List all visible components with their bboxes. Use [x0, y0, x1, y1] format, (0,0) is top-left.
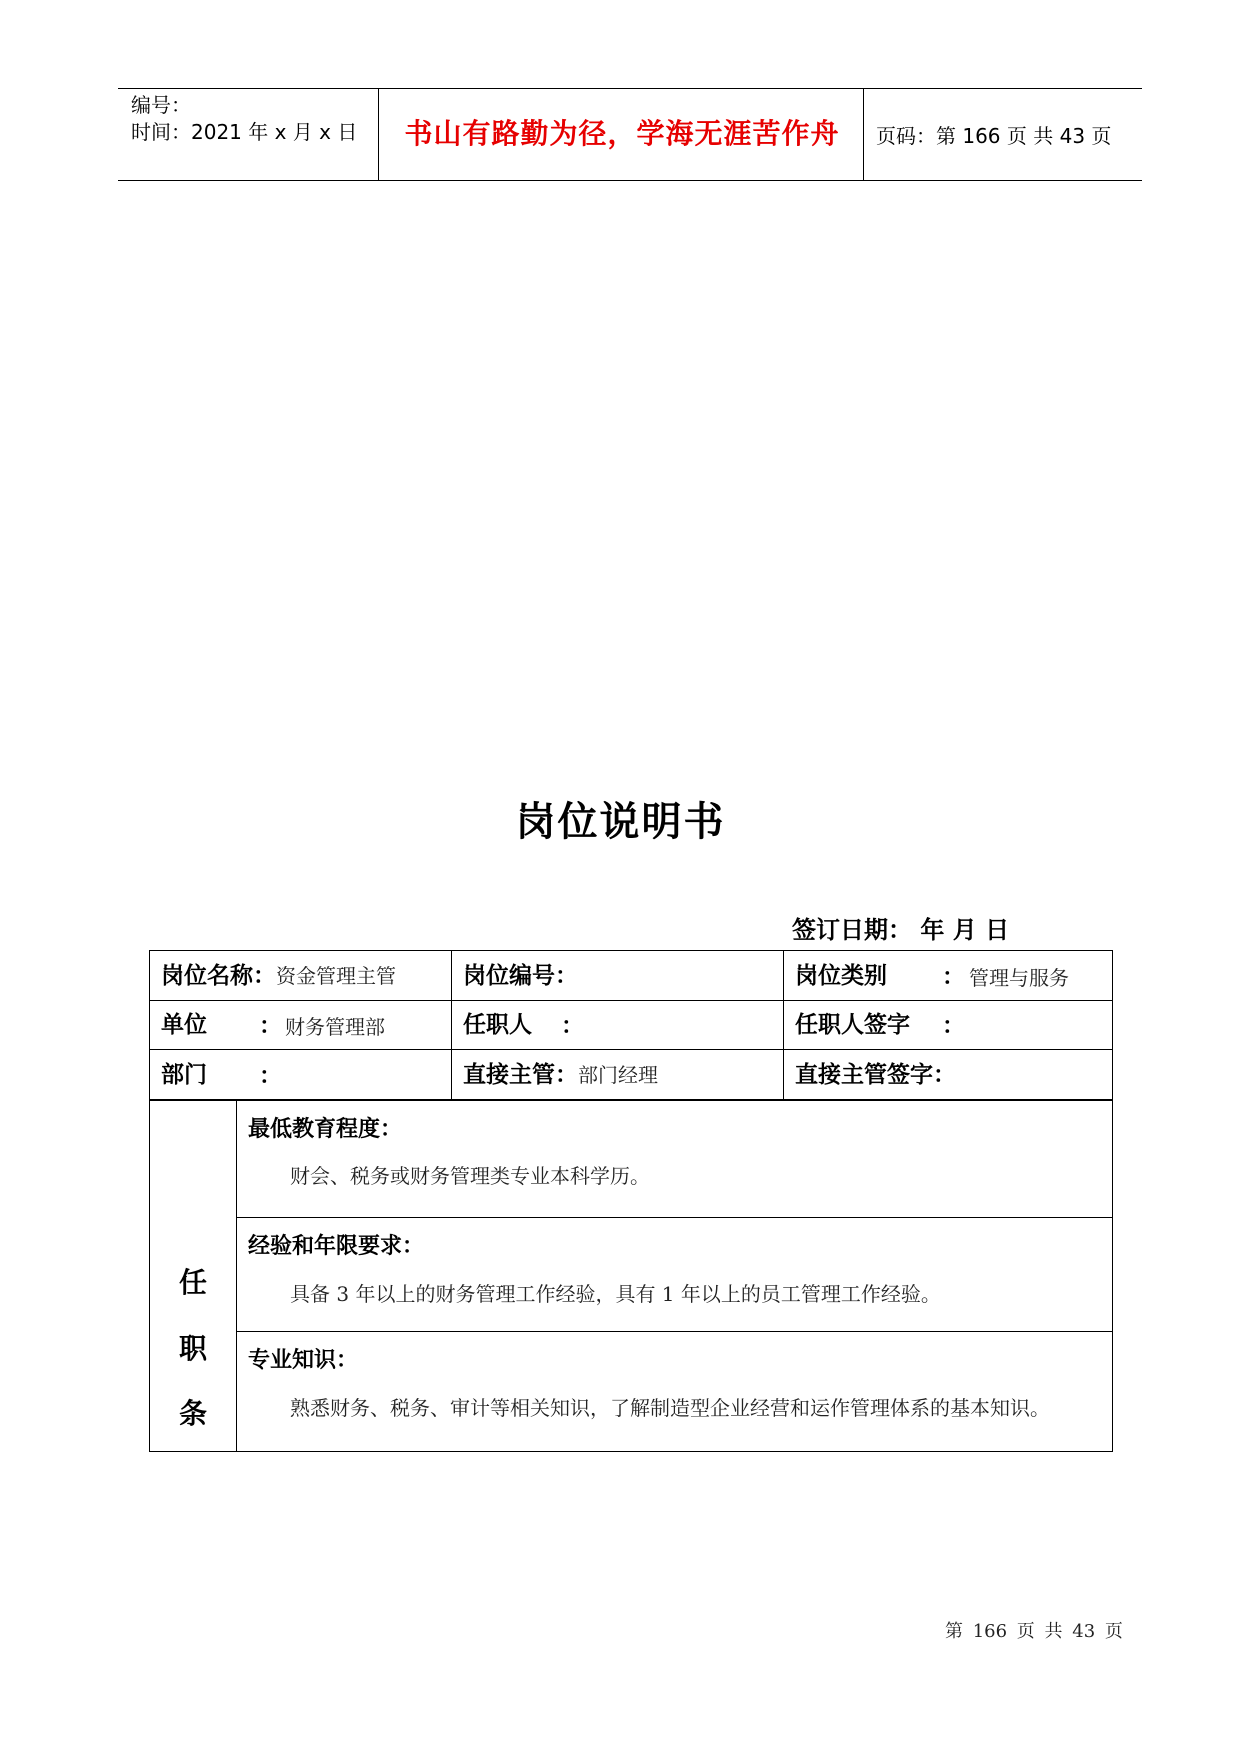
position-name-value: 资金管理主管 [276, 964, 396, 988]
header-time-label: 时间：2021 年 x 月 x 日 [131, 120, 358, 144]
info-cell-position-category [795, 961, 887, 992]
section-title-education: 最低教育程度： [248, 1117, 403, 1142]
position-category-colon: ： [942, 964, 965, 990]
incumbent-signature-colon: ： [942, 1013, 965, 1039]
direct-supervisor-label: 直接主管： [463, 1062, 578, 1088]
table-col-rule-2 [783, 950, 784, 1099]
info-cell-position-code [463, 961, 578, 992]
table-col-rule-1 [451, 950, 452, 1099]
position-code-label: 岗位编号： [463, 963, 578, 989]
unit-colon: ： [259, 1013, 282, 1039]
header-divider-left [378, 88, 379, 180]
direct-supervisor-value: 部门经理 [578, 1063, 658, 1087]
section-title-knowledge: 专业知识： [248, 1348, 359, 1373]
header-page-label: 页码：第 166 页 共 43 页 [876, 124, 1112, 148]
position-name-label: 岗位名称： [161, 963, 276, 989]
side-char-zhi: 职 [178, 1332, 207, 1365]
unit-label: 单位 [161, 1012, 207, 1038]
table-rule-row3 [149, 1099, 1113, 1101]
info-cell-position-name [161, 961, 396, 992]
table-rule-row2 [149, 1049, 1113, 1050]
incumbent-colon: ： [561, 1013, 584, 1039]
requirements-rule-2 [236, 1331, 1113, 1332]
header-number-label: 编号： [131, 93, 191, 117]
requirements-rule-1 [236, 1217, 1113, 1218]
incumbent-label: 任职人 [463, 1012, 532, 1038]
department-label: 部门 [161, 1062, 207, 1088]
requirements-side-rule [236, 1099, 237, 1452]
page-footer: 第 166 页 共 43 页 [945, 1621, 1123, 1642]
section-body-experience: 具备 3 年以上的财务管理工作经验，具有 1 年以上的员工管理工作经验。 [290, 1282, 941, 1306]
department-colon: ： [259, 1063, 282, 1089]
side-char-tiao: 条 [178, 1397, 207, 1430]
section-body-knowledge: 熟悉财务、税务、审计等相关知识，了解制造型企业经营和运作管理体系的基本知识。 [290, 1396, 1050, 1420]
position-category-value: 管理与服务 [969, 966, 1069, 990]
section-title-experience: 经验和年限要求： [248, 1234, 425, 1259]
table-rule-row1 [149, 1000, 1113, 1001]
header-top-rule [118, 88, 1142, 89]
sign-date: 签订日期： 年 月 日 [792, 916, 1010, 944]
side-char-ren: 任 [178, 1266, 207, 1299]
position-category-label: 岗位类别 [795, 963, 887, 989]
direct-supervisor-signature-label: 直接主管签字： [795, 1062, 956, 1088]
info-cell-direct-supervisor [463, 1060, 658, 1091]
unit-value: 财务管理部 [285, 1015, 385, 1039]
page-title: 岗位说明书 [515, 799, 726, 845]
section-body-education: 财会、税务或财务管理类专业本科学历。 [290, 1164, 650, 1188]
header-motto: 书山有路勤为径，学海无涯苦作舟 [404, 117, 840, 150]
header-bottom-rule [118, 180, 1142, 181]
incumbent-signature-label: 任职人签字 [795, 1012, 910, 1038]
